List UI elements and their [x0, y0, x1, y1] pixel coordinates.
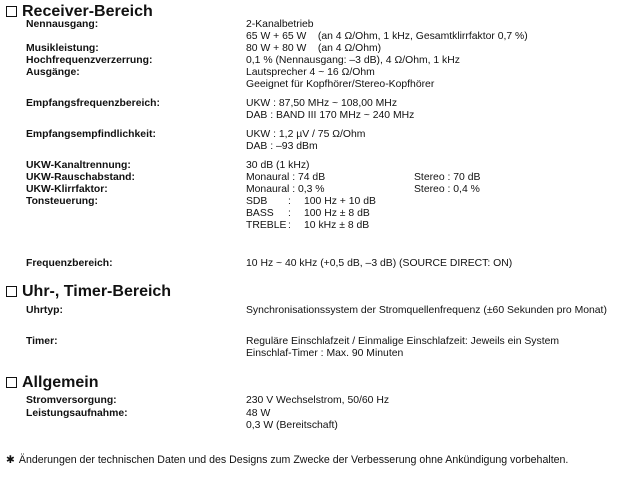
footnote [6, 454, 632, 467]
section-title-receiver: Receiver-Bereich [6, 3, 153, 21]
footnote-text: Änderungen der technischen Daten und des Designs zum Zwecke der Verbesserung ohne Ankündigung vorbehalten. [18, 454, 569, 466]
spec-value: 10 Hz ~ 40 kHz (+0,5 dB, –3 dB) (SOURCE DIRECT: ON) [246, 258, 513, 269]
spec-label: Leistungsaufnahme: [26, 408, 128, 419]
spec-value: 2-Kanalbetrieb 65 W + 65 W (an 4 Ω/Ohm, 1 kHz, Gesamtklirrfaktor 0,7 %) [246, 19, 528, 42]
spec-label: Nennausgang: [26, 19, 99, 30]
tone-row: BASS : 100 Hz ± 8 dB [246, 207, 370, 219]
spec-value: UKW : 1,2 µV / 75 Ω/Ohm DAB : –93 dBm [246, 129, 366, 152]
spec-label: Ausgänge: [26, 67, 80, 78]
spec-value: 30 dB (1 kHz) [246, 160, 310, 171]
spec-label: Musikleistung: [26, 43, 99, 54]
spec-value: 48 W 0,3 W (Bereitschaft) [246, 408, 338, 431]
tone-row: SDB : 100 Hz + 10 dB [246, 196, 376, 207]
spec-value: 80 W + 80 W (an 4 Ω/Ohm) [246, 43, 382, 54]
tone-control-list [246, 196, 631, 231]
section-title-clock-timer: Uhr-, Timer-Bereich [6, 283, 171, 301]
spec-value: Synchronisationssystem der Stromquellenfrequenz (±60 Sekunden pro Monat) [246, 305, 607, 316]
spec-label: Uhrtyp: [26, 305, 63, 316]
spec-label: Timer: [26, 336, 58, 347]
checkbox-square-icon [6, 286, 17, 297]
spec-label: Empfangsempfindlichkeit: [26, 129, 156, 140]
checkbox-square-icon [6, 377, 17, 388]
spec-label: UKW-Rauschabstand: [26, 172, 135, 183]
stereo-value: Stereo : 70 dB [414, 172, 481, 183]
spec-value: 230 V Wechselstrom, 50/60 Hz [246, 395, 390, 406]
checkbox-square-icon [6, 6, 17, 17]
spec-value: Monaural : 0,3 % Stereo : 0,4 % [246, 184, 480, 195]
spec-label: Tonsteuerung: [26, 196, 98, 207]
spec-value: Monaural : 74 dB Stereo : 70 dB [246, 172, 481, 183]
section-title-general: Allgemein [6, 374, 98, 392]
spec-value: 0,1 % (Nennausgang: –3 dB), 4 Ω/Ohm, 1 kHz [246, 55, 460, 66]
asterisk-icon: ✱ [6, 454, 15, 466]
tone-row: TREBLE : 10 kHz ± 8 dB [246, 219, 370, 231]
stereo-value: Stereo : 0,4 % [414, 184, 480, 195]
spec-value: Lautsprecher 4 ~ 16 Ω/Ohm Geeignet für Kopfhörer/Stereo-Kopfhörer [246, 67, 435, 90]
spec-label: UKW-Kanaltrennung: [26, 160, 131, 171]
spec-label: Hochfrequenzverzerrung: [26, 55, 153, 66]
spec-label: Empfangsfrequenzbereich: [26, 98, 160, 109]
spec-label: UKW-Klirrfaktor: [26, 184, 108, 195]
spec-label: Stromversorgung: [26, 395, 117, 406]
spec-value: UKW : 87,50 MHz ~ 108,00 MHz DAB : BAND III 170 MHz ~ 240 MHz [246, 98, 415, 121]
spec-label: Frequenzbereich: [26, 258, 113, 269]
spec-value: Reguläre Einschlafzeit / Einmalige Einschlafzeit: Jeweils ein System Einschlaf-Timer : Max. 90 Minuten [246, 336, 560, 359]
